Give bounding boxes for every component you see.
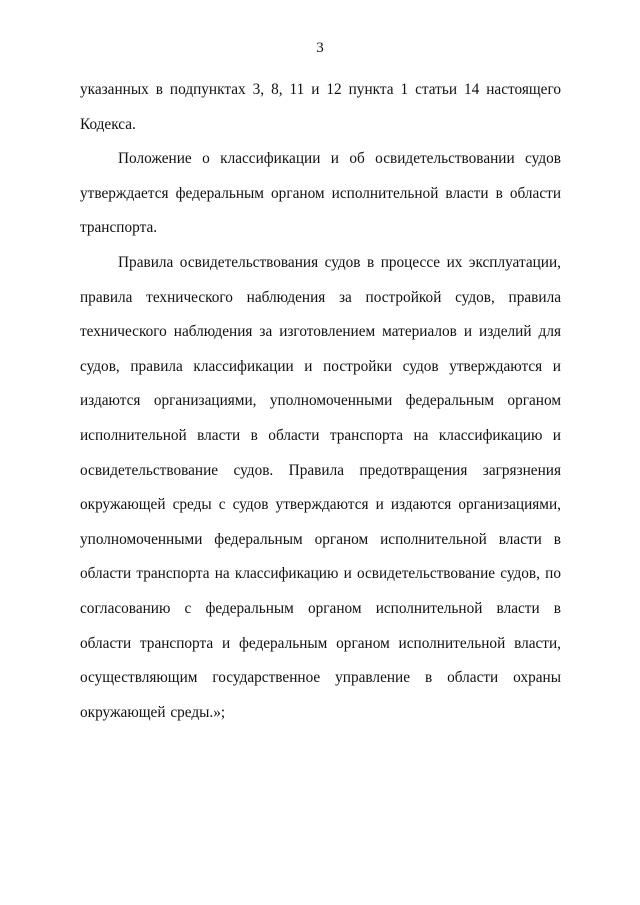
paragraph-continuation: указанных в подпунктах 3, 8, 11 и 12 пункта 1 статьи 14 настоящего Кодекса. bbox=[80, 81, 561, 133]
document-body bbox=[80, 73, 561, 730]
paragraph-classification-regulation: Положение о классификации и об освидетельствовании судов утверждается федеральным органом исполнительной власти в области транспорта. bbox=[80, 150, 561, 237]
paragraph-survey-rules: Правила освидетельствования судов в процессе их эксплуатации, правила технического наблюдения за постройкой судов, правила технического наблюдения за изготовлением материалов и изделий для судов, правила классификации и постройки судов утверждаются и издаются организациями, уполномоченными федеральным органом исполнительной власти в области транспорта на классификацию и освидетельствование судов. Правила предотвращения загрязнения окружающей среды с судов утверждаются и издаются организациями, уполномоченными федеральным органом исполнительной власти в области транспорта на классификацию и освидетельствование судов, по согласованию с федеральным органом исполнительной власти в области транспорта и федеральным органом исполнительной власти, осуществляющим государственное управление в области охраны окружающей среды.»; bbox=[80, 253, 561, 721]
page-number: 3 bbox=[316, 40, 324, 56]
